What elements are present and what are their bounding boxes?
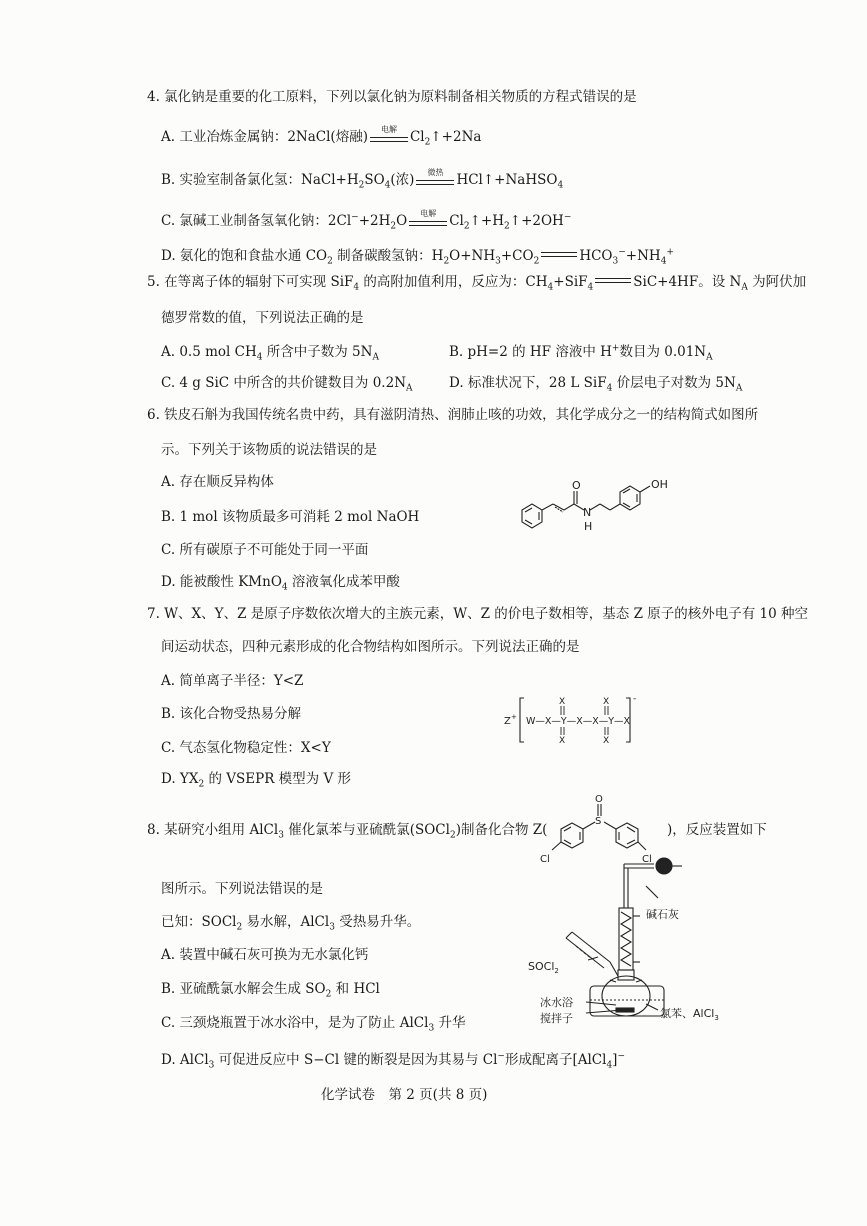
q8-line2: 图所示。下列说法错误的是	[161, 881, 323, 897]
q7-chain: W—X—Y—X—X—Y—X	[526, 716, 631, 727]
q6-option-c: C. 所有碳原子不可能处于同一平面	[161, 542, 369, 558]
q5-d: D. 标准状况下，28 L SiF	[449, 375, 607, 391]
q7-x-bot1: X	[559, 736, 566, 746]
q8-c: C. 三颈烧瓶置于冰水浴中，是为了防止 AlCl	[161, 1015, 429, 1031]
q8-apparatus-diagram	[526, 850, 746, 1030]
q5-l1c: +SiF	[553, 274, 588, 290]
q8-option-c: C. 三颈烧瓶置于冰水浴中，是为了防止 AlCl$_3$ 升华	[161, 1015, 466, 1034]
q8-known-a: 已知：SOCl	[161, 914, 237, 930]
q4-b-conc: (浓)	[390, 172, 415, 188]
q6-n-label: N	[583, 506, 592, 519]
q5-option-c: C. 4 g SiC 中所含的共价键数目为 $0.2N_A$	[161, 375, 413, 394]
q4-a-tail: +2Na	[441, 129, 482, 145]
q4-b-tail: HCl↑+NaHSO	[456, 172, 558, 188]
q6-option-d: D. 能被酸性 KMnO$_4$ 溶液氧化成苯甲酸	[161, 574, 400, 593]
q5-a2: 所含中子数为 5N	[262, 344, 373, 360]
q8-d4: ]	[612, 1052, 618, 1068]
q8-l1c: )制备化合物 Z(	[455, 822, 548, 838]
q5-option-d: D. 标准状况下，28 L SiF$_4$ 价层电子对数为 $5N_A$	[449, 375, 743, 394]
q5-c: C. 4 g SiC 中所含的共价键数目为 0.2N	[161, 375, 407, 391]
q6-d: D. 能被酸性 KMnO	[161, 574, 282, 590]
q8-l1b: 催化氯苯与亚硫酰氯(SOCl	[283, 822, 450, 838]
q4-stem: 4. 氯化钠是重要的化工原料，下列以氯化钠为原料制备相关物质的方程式错误的是	[147, 89, 637, 105]
q7-d: D. YX	[161, 771, 199, 787]
q8-line1-end: )，反应装置如下	[667, 822, 767, 838]
q8-d3: 形成配离子[AlCl	[504, 1052, 607, 1068]
equals-sign-2	[595, 278, 631, 283]
q5-l1a: 5. 在等离子体的辐射下可实现 SiF	[147, 274, 354, 290]
q5-line1: 5. 在等离子体的辐射下可实现 SiF$_4$ 的高附加值利用，反应为：$CH_4+SiF_4$ SiC+4HF。设 $N_A$ 为阿伏加	[147, 274, 807, 293]
q8-option-b: B. 亚硫酰氯水解会生成 $SO_2$ 和 HCl	[161, 981, 380, 1000]
q8-o-label: O	[595, 794, 603, 805]
electrolysis-arrow: 电解	[370, 128, 408, 144]
q8-d2: 可促进反应中 S−Cl 键的断裂是因为其易与 Cl	[214, 1052, 498, 1068]
q6-h-label: H	[584, 520, 593, 533]
q5-l1e: 为阿伏加	[747, 274, 807, 290]
q5-option-a: A. 0.5 mol $CH_4$ 所含中子数为 $5N_A$	[161, 344, 379, 363]
q8-known-b: 易水解，AlCl	[242, 914, 330, 930]
q4-d-tail2: +NH	[625, 248, 661, 264]
q7-line1: 7. W、X、Y、Z 是原子序数依次增大的主族元素，W、Z 的价电子数相等，基态 Z 原子的核外电子有 10 种空	[147, 606, 809, 622]
q7-structure-diagram	[502, 692, 652, 748]
q8-line1: 8. 某研究小组用 AlCl$_3$ 催化氯苯与亚硫酰氯(SOCl$_2$)制备化合物 Z(	[147, 822, 548, 841]
q7-line2: 间运动状态，四种元素形成的化合物结构如图所示。下列说法正确的是	[161, 639, 580, 655]
q5-a: A. 0.5 mol CH	[161, 344, 257, 360]
q8-l1a: 8. 某研究小组用 AlCl	[147, 822, 279, 838]
q6-option-a: A. 存在顺反异构体	[161, 474, 274, 490]
q4-b-text: B. 实验室制备氯化氢：NaCl+H	[161, 172, 359, 188]
q4-option-d: D. 氨化的饱和食盐水通 $CO_2$ 制备碳酸氢钠：$H_2O+NH_3+CO_2$ $HCO_3^-+NH_4^+$	[161, 247, 674, 267]
q4-d-mid: 制备碳酸氢钠：H	[332, 248, 444, 264]
q7-option-d: D. $YX_2$ 的 VSEPR 模型为 V 形	[161, 771, 351, 790]
q8-known: 已知：SOCl$_2$ 易水解，AlCl$_3$ 受热易升华。	[161, 914, 421, 933]
q8-option-a: A. 装置中碱石灰可换为无水氯化钙	[161, 947, 369, 963]
q7-d2: 的 VSEPR 模型为 V 形	[204, 771, 351, 787]
q4-d-co: +CO	[500, 248, 534, 264]
q5-l1d: SiC+4HF。设 N	[633, 274, 742, 290]
q6-line1: 6. 铁皮石斛为我国传统名贵中药，具有滋阴清热、润肺止咳的功效，其化学成分之一的结构简式如图所	[147, 407, 759, 423]
q4-option-c: C. 氯碱工业制备氢氧化钠：$2Cl^-+2H_2O$ 电解 $Cl_2↑+H_2↑+2OH^-$	[161, 209, 572, 232]
q4-a-text: A. 工业冶炼金属钠：2NaCl(熔融)	[161, 129, 368, 145]
q7-x-bot2: X	[603, 736, 610, 746]
q7-x-top2: X	[603, 697, 610, 707]
q8-cl-right: Cl	[642, 854, 652, 865]
q4-b-mid: SO	[364, 172, 385, 188]
q5-b2: 数目为 0.01N	[619, 344, 707, 360]
q4-c-o: O	[396, 213, 408, 229]
q6-structure-diagram	[510, 474, 690, 536]
q8-b2: 和 HCl	[331, 981, 380, 997]
q8-option-d: D. AlCl$_3$ 可促进反应中 S−Cl 键的断裂是因为其易与 Cl−形成配离子[AlCl$_4$]−	[161, 1051, 625, 1071]
q5-b: B. pH=2 的 HF 溶液中 H	[449, 344, 612, 360]
lbl-socl2: SOCl$_2$	[528, 960, 559, 975]
equals-sign	[541, 252, 577, 257]
q7-anion-charge: -	[633, 694, 637, 704]
lbl-ice-bath: 冰水浴	[540, 996, 573, 1009]
lbl-soda-lime: 碱石灰	[646, 908, 679, 921]
q7-option-b: B. 该化合物受热易分解	[161, 706, 302, 722]
q5-option-b: B. pH=2 的 HF 溶液中 H+数目为 $0.01N_A$	[449, 343, 713, 363]
q8-c2: 升华	[434, 1015, 466, 1031]
q8-cl-left: Cl	[540, 854, 550, 865]
lbl-mixture: 氯苯、AlCl$_3$	[660, 1007, 719, 1022]
q6-oh-label: OH	[651, 478, 668, 491]
q7-option-c: C. 气态氢化物稳定性：X<Y	[161, 740, 331, 756]
q7-z-label: Z	[504, 716, 511, 727]
q7-x-top1: X	[559, 697, 566, 707]
q7-z-charge: +	[511, 713, 517, 721]
lbl-stirrer: 搅拌子	[540, 1012, 573, 1025]
q6-option-b: B. 1 mol 该物质最多可消耗 2 mol NaOH	[161, 509, 420, 525]
q8-d: D. AlCl	[161, 1052, 209, 1068]
q8-b: B. 亚硫酰氯水解会生成 SO	[161, 981, 326, 997]
q4-d-tail: HCO	[579, 248, 613, 264]
q7-option-a: A. 简单离子半径：Y<Z	[161, 673, 304, 689]
heat-arrow: 微热	[416, 171, 454, 187]
q4-d-o: O+NH	[449, 248, 496, 264]
q8-s-label: S	[595, 816, 602, 827]
electrolysis-arrow-2: 电解	[409, 212, 447, 228]
q4-d-text: D. 氨化的饱和食盐水通 CO	[161, 248, 328, 264]
q6-line2: 示。下列关于该物质的说法错误的是	[161, 442, 377, 458]
q5-d2: 价层电子对数为 5N	[612, 375, 736, 391]
q5-line2: 德罗常数的值，下列说法正确的是	[161, 310, 364, 326]
page-footer: 化学试卷 第 2 页(共 8 页)	[321, 1087, 488, 1103]
q4-option-b: B. 实验室制备氯化氢：$NaCl+H_2SO_4$(浓) 微热 HCl↑+NaHSO$_4$	[161, 168, 564, 191]
q4-c-mid: +2H	[358, 213, 391, 229]
q4-option-a: A. 工业冶炼金属钠：2NaCl(熔融) 电解 $Cl_2↑+2Na$	[161, 125, 482, 148]
q6-o-label: O	[572, 479, 581, 492]
q5-l1b: 的高附加值利用，反应为：CH	[359, 274, 548, 290]
q4-c-tail: +2OH	[521, 213, 564, 229]
q6-d2: 溶液氧化成苯甲酸	[287, 574, 400, 590]
q8-known-c: 受热易升华。	[334, 914, 421, 930]
q4-c-text: C. 氯碱工业制备氢氧化钠：2Cl	[161, 213, 352, 229]
